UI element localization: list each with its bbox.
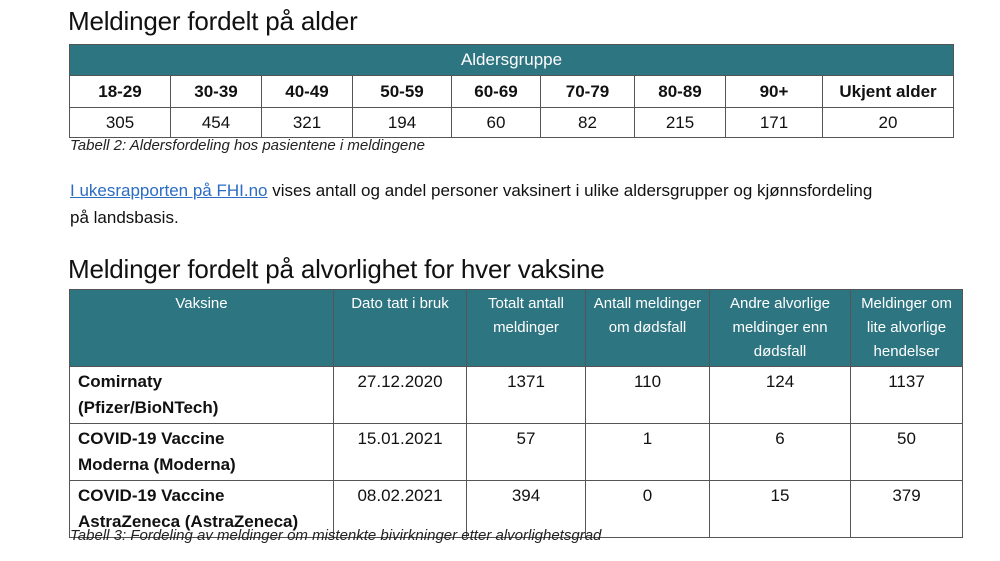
age-column-header: 60-69 [452, 76, 541, 108]
deaths-cell: 110 [586, 367, 710, 424]
age-group-header: Aldersgruppe [70, 45, 954, 76]
table-row [70, 424, 963, 481]
vaccine-severity-table [69, 289, 963, 538]
total-cell: 1371 [467, 367, 586, 424]
vaccine-name: COVID-19 Vaccine [78, 429, 225, 448]
date-cell: 15.01.2021 [334, 424, 467, 481]
age-count-cell: 305 [70, 108, 171, 138]
vaccine-name-cell [70, 367, 334, 424]
serious-cell: 124 [710, 367, 851, 424]
age-column-header: 50-59 [353, 76, 452, 108]
deaths-cell: 0 [586, 481, 710, 538]
table-3-caption: Tabell 3: Fordeling av meldinger om mistenkte bivirkninger etter alvorlighetsgrad [70, 527, 602, 544]
age-distribution-table [69, 44, 954, 138]
serious-cell: 15 [710, 481, 851, 538]
deaths-column-header: Antall meldinger om dødsfall [586, 290, 710, 367]
date-cell: 27.12.2020 [334, 367, 467, 424]
vaccine-name: Comirnaty [78, 372, 163, 391]
vaccine-name-cell [70, 424, 334, 481]
serious-cell: 6 [710, 424, 851, 481]
age-count-cell: 321 [262, 108, 353, 138]
minor-cell: 1137 [851, 367, 963, 424]
age-section-heading: Meldinger fordelt på alder [68, 6, 358, 36]
vaccine-manufacturer: Moderna (Moderna) [78, 455, 236, 474]
age-column-header: 80-89 [635, 76, 726, 108]
age-count-cell: 60 [452, 108, 541, 138]
vaccine-column-header: Vaksine [70, 290, 334, 367]
age-count-cell: 20 [823, 108, 954, 138]
age-column-header: 70-79 [541, 76, 635, 108]
age-column-header: 90+ [726, 76, 823, 108]
vaccine-manufacturer: (Pfizer/BioNTech) [78, 398, 219, 417]
age-count-cell: 454 [171, 108, 262, 138]
age-count-cell: 215 [635, 108, 726, 138]
vaccine-manufacturer: AstraZeneca (AstraZeneca) [78, 512, 299, 531]
table-row [70, 367, 963, 424]
serious-column-header: Andre alvorlige meldinger enn dødsfall [710, 290, 851, 367]
age-column-header: Ukjent alder [823, 76, 954, 108]
paragraph-text: vises antall og andel personer vaksinert i ulike aldersgrupper og kjønnsfordeling på landsbasis. [70, 181, 873, 227]
severity-section-heading: Meldinger fordelt på alvorlighet for hver vaksine [68, 254, 605, 284]
age-count-cell: 82 [541, 108, 635, 138]
minor-cell: 50 [851, 424, 963, 481]
age-count-cell: 171 [726, 108, 823, 138]
fhi-weekly-report-link[interactable]: I ukesrapporten på FHI.no [70, 181, 268, 200]
total-cell: 57 [467, 424, 586, 481]
total-column-header: Totalt antall meldinger [467, 290, 586, 367]
age-count-cell: 194 [353, 108, 452, 138]
table-2-caption: Tabell 2: Aldersfordeling hos pasientene i meldingene [70, 137, 425, 154]
total-cell: 394 [467, 481, 586, 538]
vaccine-name: COVID-19 Vaccine [78, 486, 225, 505]
date-column-header: Dato tatt i bruk [334, 290, 467, 367]
fhi-paragraph [70, 177, 890, 231]
minor-cell: 379 [851, 481, 963, 538]
date-cell: 08.02.2021 [334, 481, 467, 538]
age-column-header: 30-39 [171, 76, 262, 108]
deaths-cell: 1 [586, 424, 710, 481]
age-column-header: 18-29 [70, 76, 171, 108]
minor-column-header: Meldinger om lite alvorlige hendelser [851, 290, 963, 367]
age-column-header: 40-49 [262, 76, 353, 108]
